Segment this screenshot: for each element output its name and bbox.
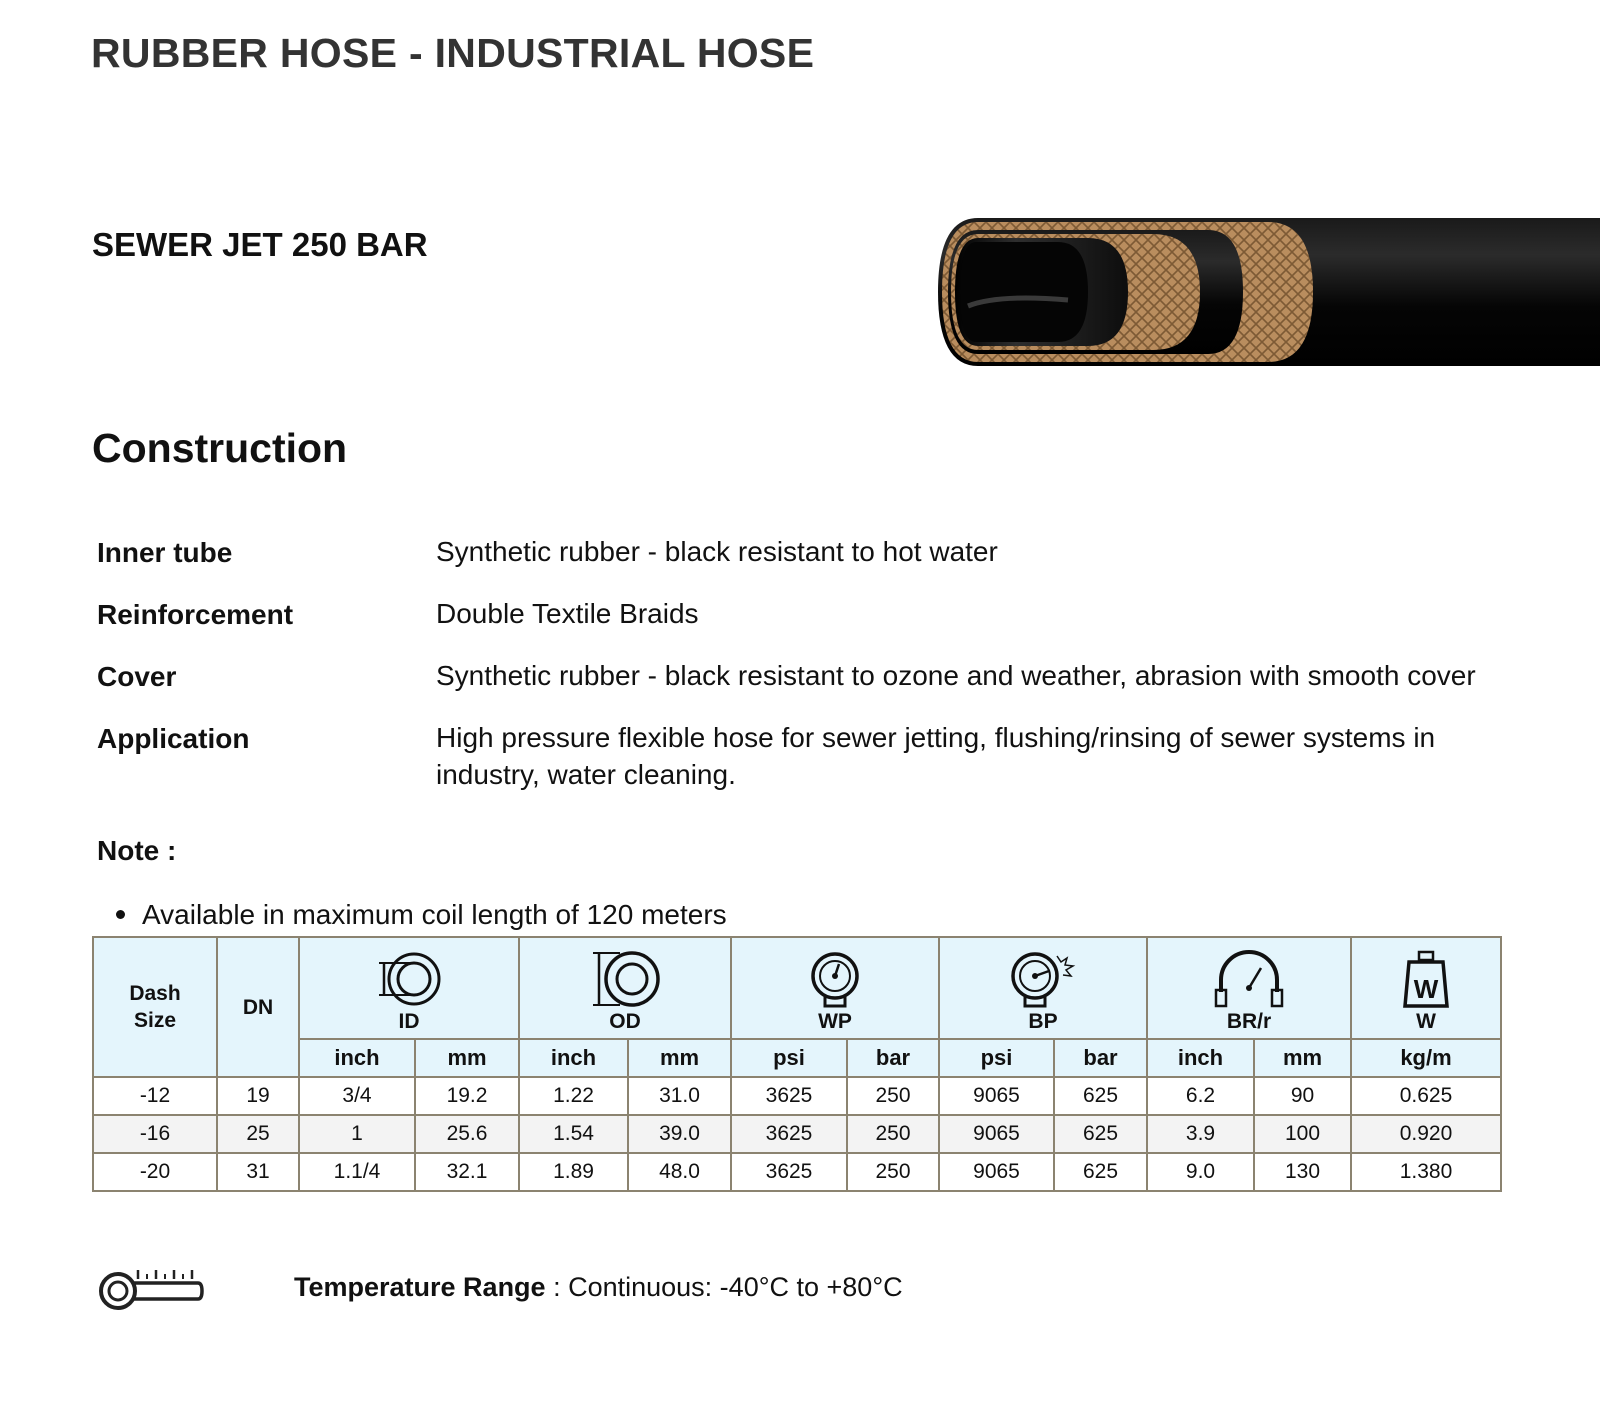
table-cell: 1.380 [1351, 1153, 1501, 1191]
unit-cell: mm [415, 1039, 519, 1077]
table-cell: -16 [93, 1115, 217, 1153]
unit-cell: mm [1254, 1039, 1351, 1077]
unit-cell: bar [847, 1039, 939, 1077]
weight-icon [1401, 950, 1451, 1008]
col-group-br [1147, 937, 1351, 1039]
table-cell: 250 [847, 1153, 939, 1191]
construction-heading: Construction [92, 425, 348, 471]
outer-diameter-icon [590, 950, 660, 1008]
thermometer-icon [98, 1265, 204, 1311]
spec-label-cover: Cover [97, 661, 177, 692]
table-cell: 1.54 [519, 1115, 628, 1153]
table-cell: 48.0 [628, 1153, 731, 1191]
col-group-od [519, 937, 731, 1039]
unit-cell: psi [731, 1039, 847, 1077]
id-label: ID [398, 1010, 420, 1033]
note-text: Available in maximum coil length of 120 meters [142, 899, 727, 930]
col-group-wp [731, 937, 939, 1039]
table-cell: 250 [847, 1077, 939, 1115]
bp-label: BP [1028, 1010, 1058, 1033]
unit-cell: psi [939, 1039, 1054, 1077]
table-cell: 1 [299, 1115, 415, 1153]
inner-diameter-icon [374, 950, 444, 1008]
table-cell: 31.0 [628, 1077, 731, 1115]
br-label: BR/r [1226, 1010, 1272, 1033]
table-cell: 9.0 [1147, 1153, 1254, 1191]
working-pressure-gauge-icon [805, 950, 865, 1008]
spec-label-reinforcement: Reinforcement [97, 599, 294, 630]
table-cell: 6.2 [1147, 1077, 1254, 1115]
table-cell: 90 [1254, 1077, 1351, 1115]
table-cell: 9065 [939, 1077, 1054, 1115]
table-row [93, 1115, 1501, 1153]
table-cell: 39.0 [628, 1115, 731, 1153]
unit-cell: inch [299, 1039, 415, 1077]
table-units-row [93, 1039, 1501, 1077]
table-cell: 130 [1254, 1153, 1351, 1191]
table-body [93, 1077, 1501, 1191]
unit-cell: mm [628, 1039, 731, 1077]
table-cell: 25 [217, 1115, 299, 1153]
table-row [93, 1077, 1501, 1115]
unit-cell: inch [1147, 1039, 1254, 1077]
table-header-row [93, 937, 1501, 1039]
svg-text:W: W [1413, 974, 1439, 1004]
unit-cell: bar [1054, 1039, 1147, 1077]
table-cell: -12 [93, 1077, 217, 1115]
table-cell: 9065 [939, 1153, 1054, 1191]
table-row [93, 1153, 1501, 1191]
spec-table [92, 936, 1502, 1192]
spec-value-inner-tube: Synthetic rubber - black resistant to hot water [436, 536, 998, 567]
wp-label: WP [818, 1010, 852, 1033]
spec-label-application: Application [97, 723, 250, 754]
table-cell: 0.625 [1351, 1077, 1501, 1115]
table-cell: 3/4 [299, 1077, 415, 1115]
spec-value-reinforcement: Double Textile Braids [436, 598, 699, 629]
table-cell: 100 [1254, 1115, 1351, 1153]
table-cell: 9065 [939, 1115, 1054, 1153]
temperature-range [294, 1272, 903, 1303]
spec-label-inner-tube: Inner tube [97, 537, 233, 568]
bullet-icon [116, 910, 125, 919]
table-cell: -20 [93, 1153, 217, 1191]
table-cell: 1.1/4 [299, 1153, 415, 1191]
table-cell: 625 [1054, 1153, 1147, 1191]
temperature-value: : Continuous: -40°C to +80°C [545, 1272, 903, 1302]
bend-radius-icon [1211, 950, 1287, 1008]
note-heading: Note : [97, 835, 177, 866]
page-title: RUBBER HOSE - INDUSTRIAL HOSE [91, 30, 815, 76]
table-cell: 1.22 [519, 1077, 628, 1115]
product-name: SEWER JET 250 BAR [92, 226, 428, 263]
table-cell: 25.6 [415, 1115, 519, 1153]
col-dn: DN [217, 937, 299, 1077]
temperature-label: Temperature Range [294, 1272, 546, 1302]
table-cell: 3625 [731, 1153, 847, 1191]
burst-pressure-gauge-icon [1005, 950, 1081, 1008]
table-cell: 19.2 [415, 1077, 519, 1115]
table-cell: 0.920 [1351, 1115, 1501, 1153]
col-group-bp [939, 937, 1147, 1039]
table-cell: 625 [1054, 1077, 1147, 1115]
col-group-weight [1351, 937, 1501, 1039]
table-cell: 32.1 [415, 1153, 519, 1191]
table-cell: 3.9 [1147, 1115, 1254, 1153]
table-cell: 19 [217, 1077, 299, 1115]
spec-value-cover: Synthetic rubber - black resistant to ozone and weather, abrasion with smooth cover [436, 660, 1476, 691]
table-cell: 31 [217, 1153, 299, 1191]
table-cell: 3625 [731, 1077, 847, 1115]
table-cell: 3625 [731, 1115, 847, 1153]
unit-cell: inch [519, 1039, 628, 1077]
col-group-id [299, 937, 519, 1039]
table-cell: 1.89 [519, 1153, 628, 1191]
spec-value-application: High pressure flexible hose for sewer jetting, flushing/rinsing of sewer systems in industry, water cleaning. [436, 722, 1436, 790]
table-cell: 250 [847, 1115, 939, 1153]
od-label: OD [609, 1010, 641, 1033]
hose-cutaway-image [938, 216, 1600, 368]
table-cell: 625 [1054, 1115, 1147, 1153]
note-list-item [116, 899, 727, 931]
unit-cell: kg/m [1351, 1039, 1501, 1077]
w-label: W [1416, 1010, 1436, 1033]
col-dash-size: Dash Size [93, 937, 217, 1077]
